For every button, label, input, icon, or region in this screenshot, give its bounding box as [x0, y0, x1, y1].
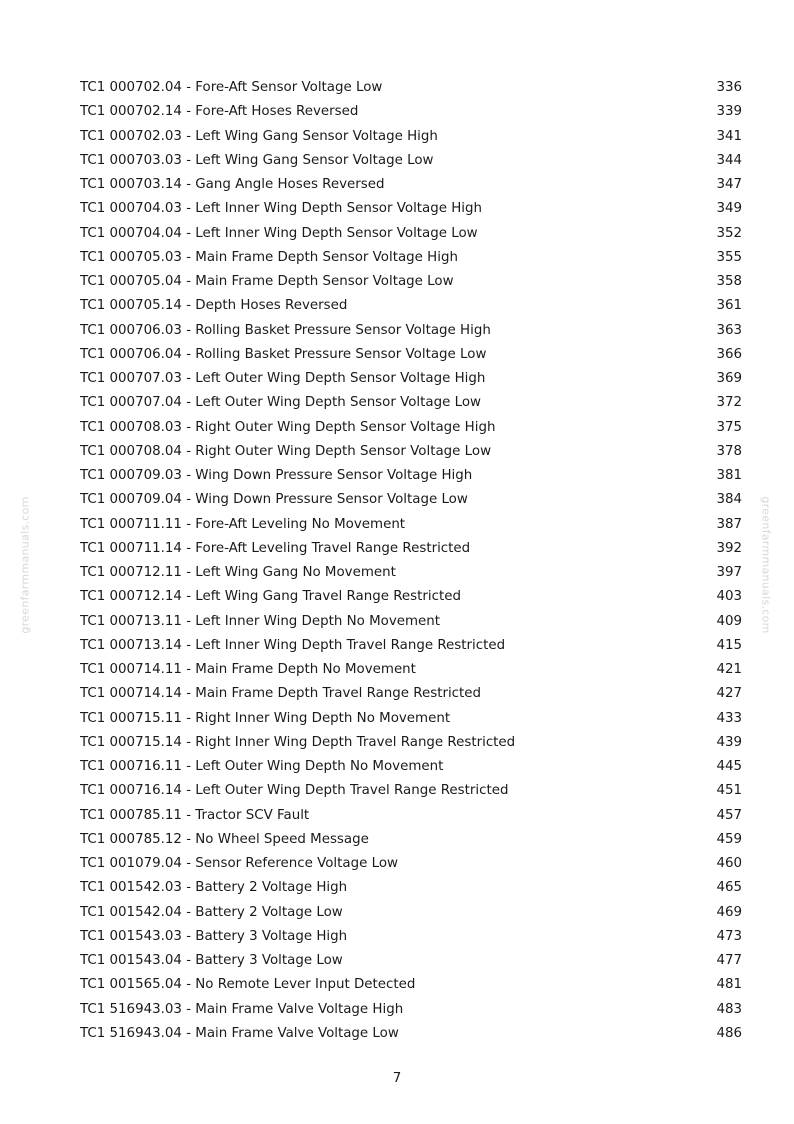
toc-entry-page: 355 [716, 249, 742, 265]
toc-entry[interactable] [80, 901, 742, 925]
toc-entry-title: TC1 000713.11 - Left Inner Wing Depth No Movement [80, 613, 440, 629]
toc-entry[interactable] [80, 222, 742, 246]
toc-entry-page: 469 [716, 904, 742, 920]
toc-entry-title: TC1 000714.11 - Main Frame Depth No Movement [80, 662, 416, 677]
toc-entry[interactable] [80, 779, 742, 803]
toc-entry-page: 363 [716, 322, 742, 338]
toc-entry-title: TC1 000715.11 - Right Inner Wing Depth No Movement [80, 710, 451, 726]
toc-entry[interactable] [80, 731, 742, 755]
page-number: 7 [392, 1071, 402, 1086]
toc-entry[interactable] [80, 852, 742, 876]
toc-entry-page: 336 [716, 80, 742, 95]
toc-entry[interactable] [80, 1022, 742, 1046]
toc-entry-title: TC1 000714.14 - Main Frame Depth Travel Range Restricted [80, 686, 482, 702]
toc-entry-title: TC1 000716.11 - Left Outer Wing Depth No Movement [80, 759, 444, 774]
toc-entry-page: 415 [716, 637, 742, 653]
toc-entry[interactable] [80, 464, 742, 488]
toc-entry[interactable] [80, 707, 742, 731]
toc-entry-title: TC1 000785.12 - No Wheel Speed Message [80, 831, 369, 847]
toc-entry[interactable] [80, 998, 742, 1022]
toc-entry-page: 341 [716, 128, 742, 144]
toc-entry-title: TC1 000712.14 - Left Wing Gang Travel Range Restricted [80, 589, 461, 605]
toc-entry[interactable] [80, 197, 742, 221]
toc-entry[interactable] [80, 270, 742, 294]
toc-entry-page: 349 [716, 201, 742, 217]
toc-entry[interactable] [80, 876, 742, 900]
toc-entry-title: TC1 000703.14 - Gang Angle Hoses Reversed [80, 177, 385, 192]
toc-entry-page: 369 [716, 371, 742, 386]
toc-entry-title: TC1 001542.04 - Battery 2 Voltage Low [80, 904, 343, 920]
toc-entry[interactable] [80, 173, 742, 197]
toc-entry-page: 486 [716, 1025, 742, 1041]
toc-entry-title: TC1 516943.04 - Main Frame Valve Voltage Low [80, 1025, 399, 1041]
toc-entry-title: TC1 000709.04 - Wing Down Pressure Sensor Voltage Low [80, 492, 468, 508]
toc-entry-page: 375 [716, 419, 742, 435]
toc-entry-title: TC1 000702.04 - Fore-Aft Sensor Voltage Low [80, 80, 383, 95]
watermark-right: greenfarmmanuals.com [759, 496, 773, 634]
toc-entry-title: TC1 000709.03 - Wing Down Pressure Sensor Voltage High [80, 468, 473, 483]
toc-entry-title: TC1 000703.03 - Left Wing Gang Sensor Voltage Low [80, 152, 434, 168]
toc-entry-title: TC1 000708.04 - Right Outer Wing Depth Sensor Voltage Low [80, 443, 492, 459]
toc-entry-title: TC1 000712.11 - Left Wing Gang No Movement [80, 565, 396, 580]
toc-entry-page: 451 [716, 783, 742, 799]
toc-entry[interactable] [80, 682, 742, 706]
toc-entry-title: TC1 001543.04 - Battery 3 Voltage Low [80, 953, 343, 968]
toc-entry-page: 481 [716, 977, 742, 993]
toc-entry-title: TC1 000705.04 - Main Frame Depth Sensor Voltage Low [80, 274, 454, 289]
toc-entry-page: 459 [716, 831, 742, 847]
toc-entry[interactable] [80, 294, 742, 318]
toc-entry-title: TC1 001565.04 - No Remote Lever Input Detected [80, 977, 416, 993]
toc-entry-page: 439 [716, 734, 742, 750]
toc-entry-page: 465 [716, 880, 742, 896]
toc-entry-title: TC1 000708.03 - Right Outer Wing Depth Sensor Voltage High [80, 419, 496, 435]
toc-entry[interactable] [80, 585, 742, 609]
toc-entry[interactable] [80, 440, 742, 464]
toc-entry-page: 339 [716, 104, 742, 120]
toc-entry[interactable] [80, 537, 742, 561]
toc-entry-page: 409 [716, 613, 742, 629]
toc-entry[interactable] [80, 804, 742, 828]
toc-entry-title: TC1 000705.14 - Depth Hoses Reversed [80, 298, 348, 314]
toc-entry[interactable] [80, 76, 742, 100]
toc-entry-page: 397 [716, 565, 742, 580]
toc-entry-title: TC1 001079.04 - Sensor Reference Voltage Low [80, 856, 398, 871]
toc-entry[interactable] [80, 246, 742, 270]
toc-entry-page: 403 [716, 589, 742, 605]
toc-entry-page: 361 [716, 298, 742, 314]
toc-entry-page: 358 [716, 274, 742, 289]
toc-entry[interactable] [80, 416, 742, 440]
toc-entry-page: 427 [716, 686, 742, 702]
toc-entry-title: TC1 001543.03 - Battery 3 Voltage High [80, 928, 348, 944]
toc-entry-title: TC1 000711.14 - Fore-Aft Leveling Travel Range Restricted [80, 540, 471, 556]
toc-entry-page: 372 [716, 395, 742, 411]
table-of-contents [80, 76, 742, 1046]
toc-entry[interactable] [80, 949, 742, 973]
toc-entry-page: 347 [716, 177, 742, 192]
toc-entry-page: 352 [716, 225, 742, 241]
toc-entry-title: TC1 000702.03 - Left Wing Gang Sensor Voltage High [80, 128, 438, 144]
toc-entry-title: TC1 000702.14 - Fore-Aft Hoses Reversed [80, 104, 359, 120]
toc-entry[interactable] [80, 634, 742, 658]
toc-entry[interactable] [80, 319, 742, 343]
toc-entry[interactable] [80, 343, 742, 367]
toc-entry-title: TC1 000716.14 - Left Outer Wing Depth Travel Range Restricted [80, 783, 509, 799]
toc-entry-page: 473 [716, 928, 742, 944]
toc-entry[interactable] [80, 658, 742, 682]
toc-entry-title: TC1 000711.11 - Fore-Aft Leveling No Movement [80, 516, 406, 532]
toc-entry[interactable] [80, 367, 742, 391]
toc-entry[interactable] [80, 100, 742, 124]
toc-entry-title: TC1 000706.03 - Rolling Basket Pressure Sensor Voltage High [80, 322, 491, 338]
toc-entry[interactable] [80, 561, 742, 585]
toc-entry-title: TC1 000704.03 - Left Inner Wing Depth Sensor Voltage High [80, 201, 483, 217]
toc-entry-title: TC1 000705.03 - Main Frame Depth Sensor Voltage High [80, 249, 458, 265]
toc-entry[interactable] [80, 610, 742, 634]
toc-entry[interactable] [80, 925, 742, 949]
toc-entry-title: TC1 001542.03 - Battery 2 Voltage High [80, 880, 348, 896]
toc-entry-page: 387 [716, 516, 742, 532]
toc-entry-title: TC1 000715.14 - Right Inner Wing Depth Travel Range Restricted [80, 734, 516, 750]
toc-entry-page: 381 [716, 468, 742, 483]
toc-entry-page: 366 [716, 346, 742, 362]
toc-entry-page: 477 [716, 953, 742, 968]
toc-entry-page: 460 [716, 856, 742, 871]
toc-entry[interactable] [80, 125, 742, 149]
toc-entry-page: 344 [716, 152, 742, 168]
toc-entry-title: TC1 000704.04 - Left Inner Wing Depth Sensor Voltage Low [80, 225, 478, 241]
toc-entry-page: 433 [716, 710, 742, 726]
toc-entry-title: TC1 516943.03 - Main Frame Valve Voltage High [80, 1001, 404, 1017]
toc-entry-page: 483 [716, 1001, 742, 1017]
toc-entry-page: 392 [716, 540, 742, 556]
toc-entry-page: 445 [716, 759, 742, 774]
toc-entry[interactable] [80, 391, 742, 415]
watermark-left: greenfarmmanuals.com [18, 496, 32, 634]
toc-entry-title: TC1 000785.11 - Tractor SCV Fault [80, 807, 310, 823]
toc-entry[interactable] [80, 149, 742, 173]
toc-entry-page: 384 [716, 492, 742, 508]
toc-entry[interactable] [80, 828, 742, 852]
toc-entry[interactable] [80, 488, 742, 512]
toc-entry-page: 457 [716, 807, 742, 823]
toc-entry[interactable] [80, 513, 742, 537]
toc-entry-title: TC1 000706.04 - Rolling Basket Pressure Sensor Voltage Low [80, 346, 487, 362]
toc-entry-title: TC1 000707.03 - Left Outer Wing Depth Sensor Voltage High [80, 371, 486, 386]
toc-entry-title: TC1 000713.14 - Left Inner Wing Depth Travel Range Restricted [80, 637, 506, 653]
toc-entry-page: 421 [716, 662, 742, 677]
toc-entry[interactable] [80, 973, 742, 997]
toc-entry[interactable] [80, 755, 742, 779]
toc-entry-title: TC1 000707.04 - Left Outer Wing Depth Sensor Voltage Low [80, 395, 481, 411]
toc-entry-page: 378 [716, 443, 742, 459]
